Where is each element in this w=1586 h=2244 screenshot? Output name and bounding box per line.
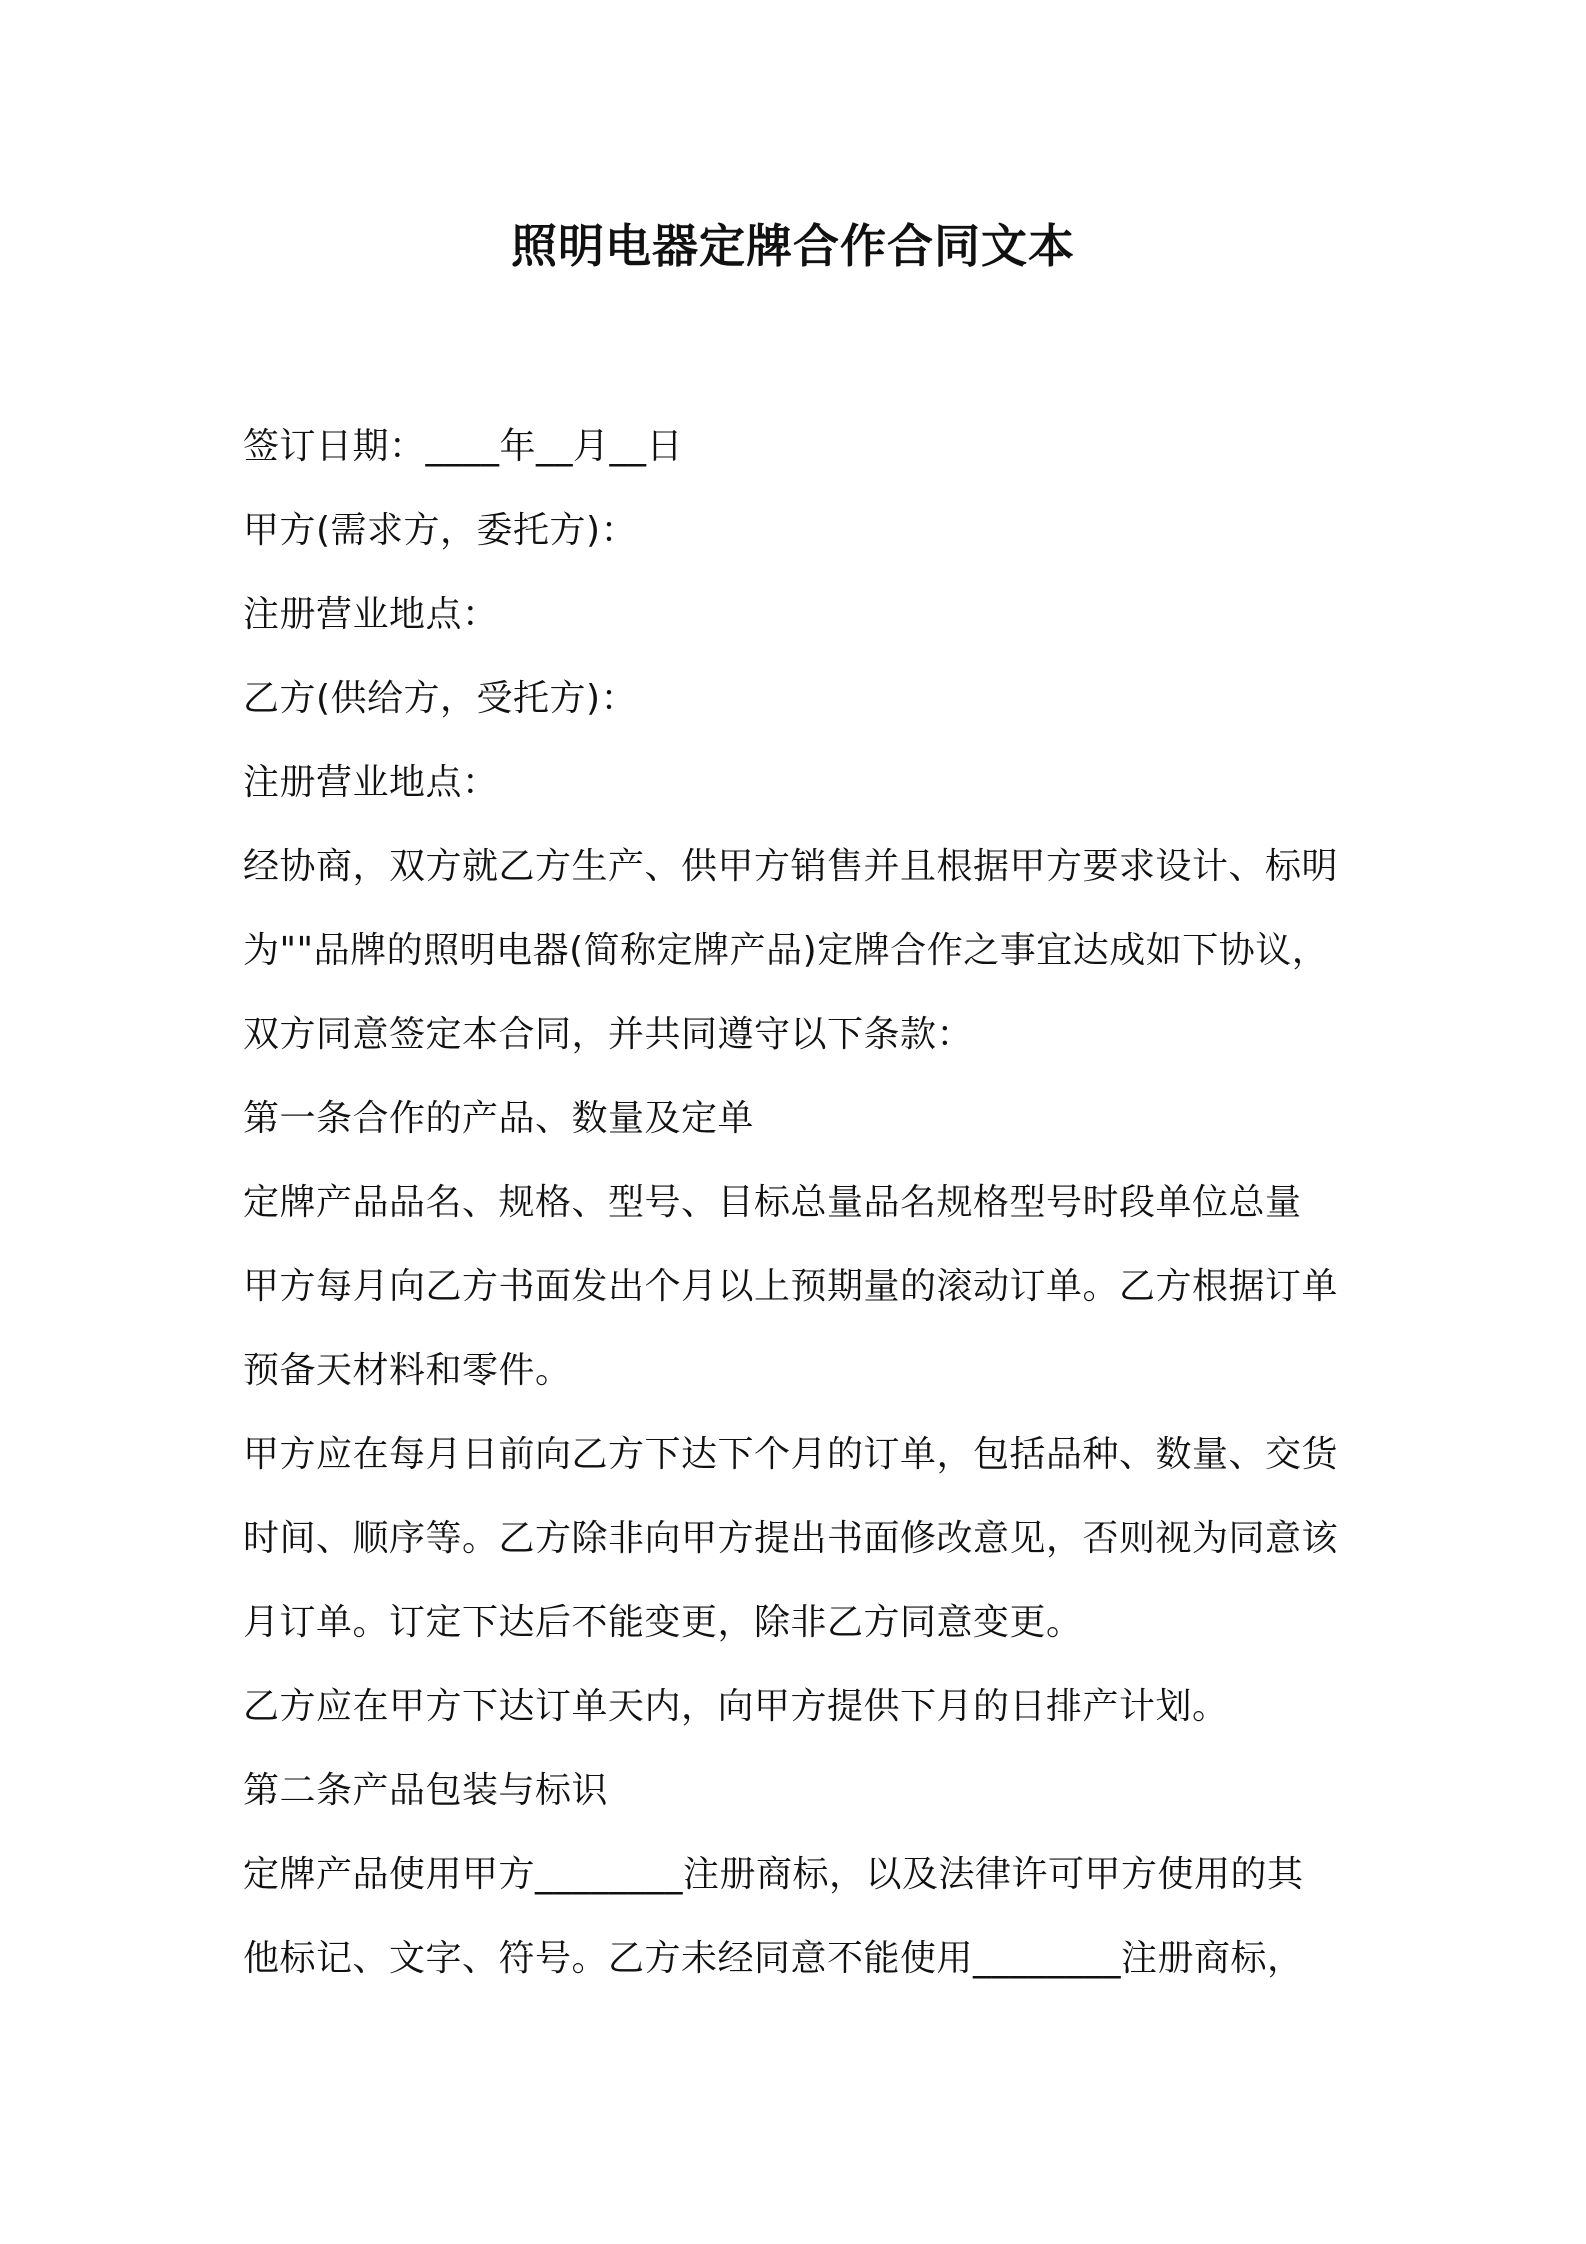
article-1-line-7: 乙方应在甲方下达订单天内，向甲方提供下月的日排产计划。 [243,1686,1229,1727]
article-2-line-1: 定牌产品使用甲方________注册商标，以及法律许可甲方使用的其 [243,1854,1304,1895]
article-1-line-5: 时间、顺序等。乙方除非向甲方提出书面修改意见，否则视为同意该 [243,1518,1339,1559]
document-title: 照明电器定牌合作合同文本 [511,219,1075,273]
party-a-line: 甲方(需求方，委托方)： [243,510,638,551]
preamble-line-2: 为""品牌的照明电器(简称定牌产品)定牌合作之事宜达成如下协议， [243,930,1329,971]
signing-date-line: 签订日期：____年__月__日 [243,426,684,467]
article-1-line-4: 甲方应在每月日前向乙方下达下个月的订单，包括品种、数量、交货 [243,1434,1339,1475]
document-body [243,405,1355,2001]
article-1-line-1: 定牌产品品名、规格、型号、目标总量品名规格型号时段单位总量 [243,1182,1302,1223]
article-1-line-3: 预备天材料和零件。 [243,1350,572,1391]
preamble-line-3: 双方同意签定本合同，并共同遵守以下条款： [243,1014,974,1055]
article-1-heading: 第一条合作的产品、数量及定单 [243,1098,755,1139]
party-a-address-line: 注册营业地点： [243,594,499,635]
party-b-address-line: 注册营业地点： [243,762,499,803]
article-2-heading: 第二条产品包装与标识 [243,1770,609,1811]
article-2-line-2: 他标记、文字、符号。乙方未经同意不能使用________注册商标， [243,1938,1304,1979]
article-1-line-6: 月订单。订定下达后不能变更，除非乙方同意变更。 [243,1602,1083,1643]
article-1-line-2: 甲方每月向乙方书面发出个月以上预期量的滚动订单。乙方根据订单 [243,1266,1339,1307]
preamble-line-1: 经协商，双方就乙方生产、供甲方销售并且根据甲方要求设计、标明 [243,846,1339,887]
party-b-line: 乙方(供给方，受托方)： [243,678,638,719]
